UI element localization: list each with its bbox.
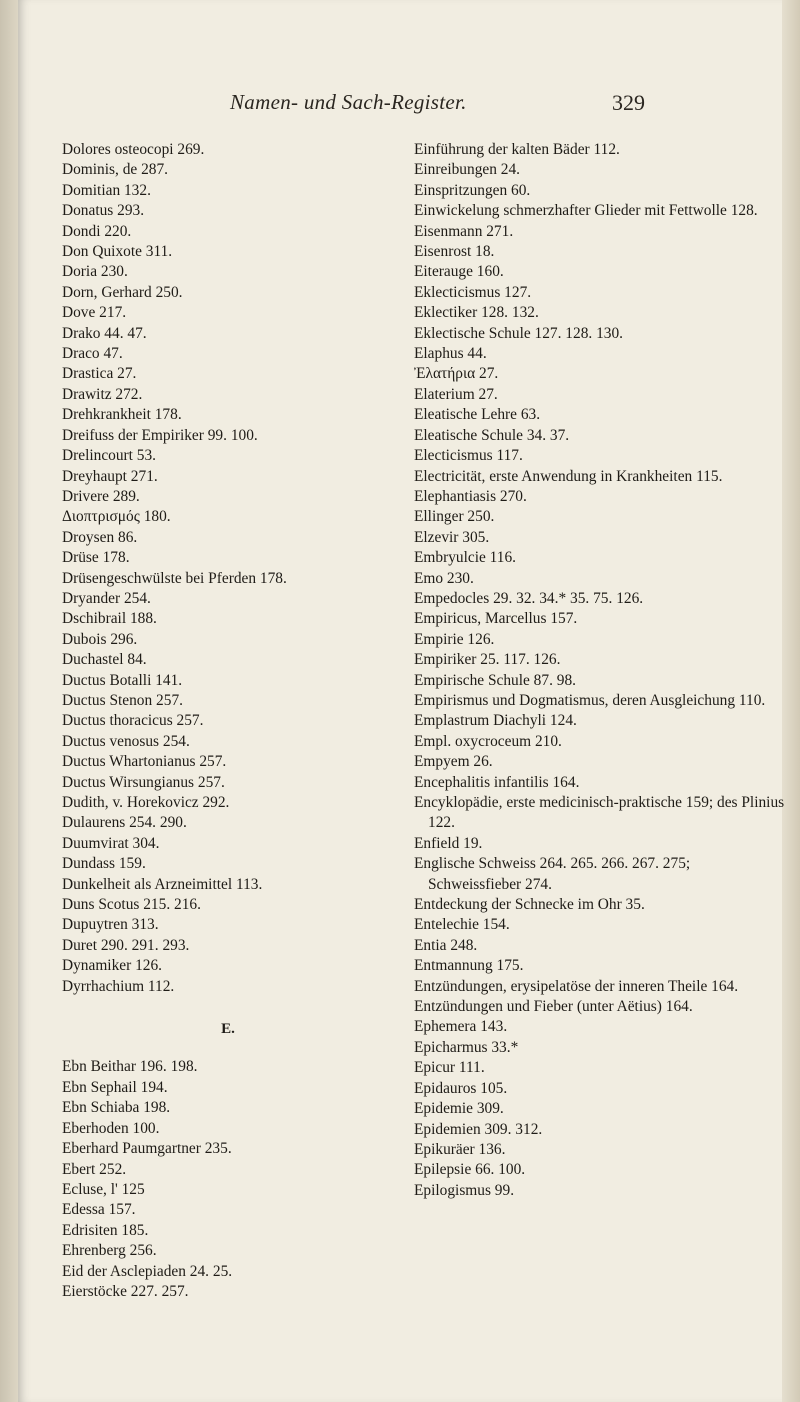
section-letter: E.: [221, 1021, 235, 1038]
index-entry: Draco 47.: [62, 345, 123, 363]
index-entry: Empirismus und Dogmatismus, deren Ausgleichung 110.: [414, 691, 766, 709]
index-entry: Dove 217.: [62, 304, 127, 322]
index-entry: Ductus venosus 254.: [62, 732, 190, 750]
index-entry: Dondi 220.: [62, 222, 132, 240]
index-entry: Drako 44. 47.: [62, 324, 147, 342]
index-entry: Ductus Stenon 257.: [62, 691, 183, 709]
index-entry: Dundass 159.: [62, 855, 146, 873]
index-entry: Eisenmann 271.: [414, 222, 514, 240]
index-entry: Emplastrum Diachyli 124.: [414, 712, 577, 730]
index-entry: Duret 290. 291. 293.: [62, 936, 190, 954]
index-entry: Elaphus 44.: [414, 345, 487, 363]
index-entry: Duns Scotus 215. 216.: [62, 896, 201, 914]
index-entry: Drüse 178.: [62, 549, 130, 567]
index-entry: Eleatische Schule 34. 37.: [414, 426, 570, 444]
index-entry: Encyklopädie, erste medicinisch-praktische 159; des Plinius 122.: [414, 794, 785, 832]
index-entry: Eisenrost 18.: [414, 243, 495, 261]
index-entry: Dyrrhachium 112.: [62, 977, 175, 995]
index-entry: Eid der Asclepiaden 24. 25.: [62, 1262, 233, 1280]
index-entry: Electricität, erste Anwendung in Krankheiten 115.: [414, 467, 723, 485]
index-entry: Empirische Schule 87. 98.: [414, 671, 576, 689]
index-entry: Drehkrankheit 178.: [62, 406, 182, 424]
index-entry: Entia 248.: [414, 936, 478, 954]
index-entry: Dreifuss der Empiriker 99. 100.: [62, 426, 258, 444]
index-entry: Elaterium 27.: [414, 385, 498, 403]
index-entry: Διοπτρισμός 180.: [62, 508, 171, 526]
index-entry: Doria 230.: [62, 263, 128, 281]
index-entry: Dynamiker 126.: [62, 957, 163, 975]
index-entry: Duchastel 84.: [62, 651, 147, 669]
index-entry: Ebn Sephail 194.: [62, 1078, 168, 1096]
index-entry: Entdeckung der Schnecke im Ohr 35.: [414, 896, 645, 914]
index-entry: Ephemera 143.: [414, 1018, 508, 1036]
index-entry: Drivere 289.: [62, 487, 140, 505]
index-entry: Entmannung 175.: [414, 957, 524, 975]
index-entry: Enfield 19.: [414, 834, 483, 852]
index-entry: Drüsengeschwülste bei Pferden 178.: [62, 569, 287, 587]
index-entry: Empirie 126.: [414, 630, 495, 648]
index-entry: Edessa 157.: [62, 1201, 136, 1219]
index-entry: Edrisiten 185.: [62, 1221, 149, 1239]
index-entry: Epilepsie 66. 100.: [414, 1161, 526, 1179]
index-entry: Epilogismus 99.: [414, 1181, 515, 1199]
index-entry: Empiricus, Marcellus 157.: [414, 610, 578, 628]
page-number: 329: [612, 90, 645, 115]
right-entries: [414, 140, 786, 1201]
index-entry: Eberhard Paumgartner 235.: [62, 1140, 232, 1158]
left-column: [62, 140, 404, 1302]
index-entry: Drastica 27.: [62, 365, 137, 383]
index-entry: Encephalitis infantilis 164.: [414, 773, 580, 791]
index-entry: Ebn Schiaba 198.: [62, 1099, 171, 1117]
index-entry: Epidauros 105.: [414, 1079, 508, 1097]
index-entry: Dorn, Gerhard 250.: [62, 283, 183, 301]
index-entry: Eberhoden 100.: [62, 1119, 160, 1137]
index-entry: Dudith, v. Horekovicz 292.: [62, 794, 230, 811]
index-entry: Elzevir 305.: [414, 528, 490, 546]
index-entry: Emo 230.: [414, 569, 474, 587]
index-entry: Ductus Whartonianus 257.: [62, 753, 227, 771]
index-entry: Ebn Beithar 196. 198.: [62, 1058, 198, 1076]
index-entry: Entelechie 154.: [414, 916, 510, 934]
index-entry: Dupuytren 313.: [62, 916, 159, 934]
index-entry: Empiriker 25. 117. 126.: [414, 651, 561, 669]
index-entry: Donatus 293.: [62, 202, 145, 220]
index-entry: Eleatische Lehre 63.: [414, 406, 541, 424]
index-entry: Dryander 254.: [62, 589, 151, 607]
index-entry: Epicharmus 33.*: [414, 1038, 519, 1056]
running-header: [0, 90, 800, 120]
header-title: Namen- und Sach-Register.: [230, 90, 467, 114]
index-entry: Einwickelung schmerzhafter Glieder mit Fettwolle 128.: [414, 202, 758, 220]
index-entry: Don Quixote 311.: [62, 243, 173, 261]
index-entry: Englische Schweiss 264. 265. 266. 267. 275; Schweissfieber 274.: [414, 855, 691, 893]
left-entries-bottom: [62, 1057, 404, 1302]
index-entry: Ductus thoracicus 257.: [62, 712, 204, 730]
index-entry: Einspritzungen 60.: [414, 181, 531, 199]
index-entry: Elephantiasis 270.: [414, 487, 527, 505]
index-entry: Dolores osteocopi 269.: [62, 141, 205, 158]
index-entry: Dominis, de 287.: [62, 161, 169, 179]
index-entry: Entzündungen, erysipelatöse der inneren Theile 164.: [414, 977, 739, 995]
index-entry: Epikuräer 136.: [414, 1140, 506, 1158]
index-entry: Eierstöcke 227. 257.: [62, 1282, 189, 1300]
index-entry: Empyem 26.: [414, 753, 493, 771]
index-entry: Empl. oxycroceum 210.: [414, 732, 562, 750]
index-entry: Ecluse, l' 125: [62, 1180, 145, 1198]
book-binding-edge: [0, 0, 18, 1402]
index-entry: Ebert 252.: [62, 1160, 127, 1178]
index-entry: Drelincourt 53.: [62, 447, 157, 465]
index-entry: Electicismus 117.: [414, 447, 523, 465]
index-entry: Eklecticismus 127.: [414, 283, 532, 301]
index-entry: Domitian 132.: [62, 181, 151, 199]
index-entry: Dunkelheit als Arzneimittel 113.: [62, 875, 263, 893]
index-entry: Epidemien 309. 312.: [414, 1120, 543, 1138]
index-entry: Drawitz 272.: [62, 385, 143, 403]
index-entry: Dubois 296.: [62, 630, 138, 648]
right-column: [414, 140, 786, 1201]
index-entry: Dreyhaupt 271.: [62, 467, 158, 485]
index-entry: Entzündungen und Fieber (unter Aëtius) 164.: [414, 998, 693, 1016]
index-entry: Ehrenberg 256.: [62, 1242, 157, 1260]
index-entry: Ellinger 250.: [414, 508, 495, 526]
index-entry: Ἐλατήρια 27.: [414, 365, 499, 383]
index-entry: Ductus Wirsungianus 257.: [62, 773, 225, 791]
index-entry: Einführung der kalten Bäder 112.: [414, 141, 620, 158]
index-entry: Ductus Botalli 141.: [62, 671, 183, 689]
index-entry: Droysen 86.: [62, 528, 138, 546]
index-entry: Dulaurens 254. 290.: [62, 814, 187, 832]
index-entry: Eklectische Schule 127. 128. 130.: [414, 324, 624, 342]
index-entry: Embryulcie 116.: [414, 549, 517, 567]
index-entry: Epicur 111.: [414, 1059, 485, 1077]
index-entry: Einreibungen 24.: [414, 161, 520, 179]
index-entry: Epidemie 309.: [414, 1100, 504, 1118]
left-entries-top: [62, 140, 404, 997]
index-entry: Duumvirat 304.: [62, 834, 160, 852]
index-entry: Empedocles 29. 32. 34.* 35. 75. 126.: [414, 589, 644, 607]
index-entry: Eiterauge 160.: [414, 263, 504, 281]
index-entry: Eklectiker 128. 132.: [414, 304, 539, 322]
index-entry: Dschibrail 188.: [62, 610, 157, 628]
